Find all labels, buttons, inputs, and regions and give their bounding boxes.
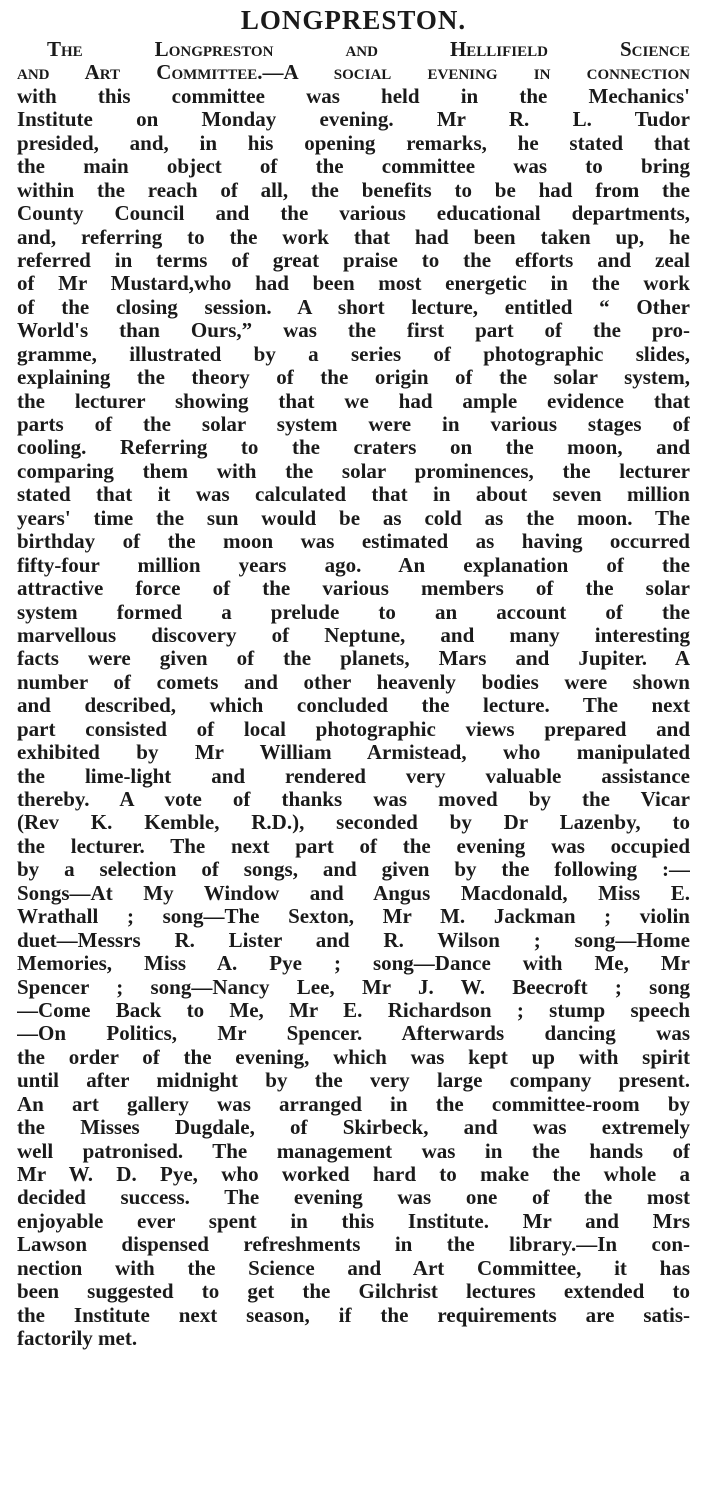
article-line: stated that it was calculated that in about seven million	[17, 483, 690, 507]
article-line: the lecturer showing that we had ample evidence that	[17, 389, 690, 413]
article-line: of the closing session. A short lecture, entitled “ Other	[17, 295, 690, 319]
article-line: nection with the Science and Art Committee, it has	[17, 1256, 690, 1280]
article-line: part consisted of local photographic views prepared and	[17, 717, 690, 741]
article-line: the lime-light and rendered very valuable assistance	[17, 764, 690, 788]
article-line: and Art Committee.—A social evening in connection	[17, 61, 690, 85]
article-line: with this committee was held in the Mechanics'	[17, 84, 690, 108]
article-line: The Longpreston and Hellifield Science	[47, 38, 690, 61]
article-line: and described, which concluded the lecture. The next	[17, 694, 690, 718]
article-line: comparing them with the solar prominences, the lecturer	[17, 459, 690, 483]
article-line: well patronised. The management was in the hands of	[17, 1139, 690, 1163]
article-line: County Council and the various educational departments,	[17, 202, 690, 226]
article-line: facts were given of the planets, Mars and Jupiter. A	[17, 647, 690, 671]
article-line: enjoyable ever spent in this Institute. Mr and Mrs	[17, 1209, 690, 1233]
article-line: within the reach of all, the benefits to be had from the	[17, 178, 690, 202]
article-line: —On Politics, Mr Spencer. Afterwards dancing was	[17, 1022, 690, 1046]
article-line: Songs—At My Window and Angus Macdonald, Miss E.	[17, 881, 690, 905]
article-line: attractive force of the various members of the solar	[17, 577, 690, 601]
article-line: Wrathall ; song—The Sexton, Mr M. Jackman ; violin	[17, 905, 690, 929]
article-line: Mr W. D. Pye, who worked hard to make the whole a	[17, 1163, 690, 1186]
article-line: duet—Messrs R. Lister and R. Wilson ; song—Home	[17, 928, 690, 952]
article-body	[17, 38, 690, 1351]
article-line: (Rev K. Kemble, R.D.), seconded by Dr Lazenby, to	[17, 811, 690, 835]
article-line: explaining the theory of the origin of the solar system,	[17, 366, 690, 390]
article-line: —Come Back to Me, Mr E. Richardson ; stump speech	[17, 998, 690, 1022]
article-line: by a selection of songs, and given by the following :—	[17, 858, 690, 882]
article-line: Lawson dispensed refreshments in the library.—In con-	[17, 1233, 690, 1257]
article-line: the Institute next season, if the requirements are satis-	[17, 1303, 690, 1327]
article-line: number of comets and other heavenly bodies were shown	[17, 670, 690, 694]
article-line: system formed a prelude to an account of the	[17, 600, 690, 624]
article-headline: LONGPRESTON.	[240, 5, 467, 35]
article-line: until after midnight by the very large company present.	[17, 1069, 690, 1093]
article-line: Institute on Monday evening. Mr R. L. Tudor	[17, 108, 690, 132]
article-line: fifty-four million years ago. An explanation of the	[17, 553, 690, 577]
article-line: the order of the evening, which was kept up with spirit	[17, 1045, 690, 1069]
article-line: the main object of the committee was to bring	[17, 155, 690, 179]
article-line: the lecturer. The next part of the evening was occupied	[17, 834, 690, 858]
article-line: gramme, illustrated by a series of photographic slides,	[17, 342, 690, 366]
article-line: years' time the sun would be as cold as the moon. The	[17, 506, 690, 530]
article-line: factorily met.	[17, 1327, 138, 1351]
article-line: and, referring to the work that had been taken up, he	[17, 225, 690, 249]
article-line: the Misses Dugdale, of Skirbeck, and was extremely	[17, 1116, 690, 1140]
article-line: An art gallery was arranged in the committee-room by	[17, 1092, 690, 1116]
article-line: marvellous discovery of Neptune, and many interesting	[17, 623, 690, 647]
article-line: Memories, Miss A. Pye ; song—Dance with Me, Mr	[17, 952, 690, 976]
article-line: thereby. A vote of thanks was moved by the Vicar	[17, 788, 690, 811]
article-line: cooling. Referring to the craters on the moon, and	[17, 436, 690, 460]
article-line: presided, and, in his opening remarks, he stated that	[17, 131, 690, 155]
article-line: Spencer ; song—Nancy Lee, Mr J. W. Beecroft ; song	[17, 975, 690, 999]
article-line: referred in terms of great praise to the efforts and zeal	[17, 248, 690, 272]
article-line: World's than Ours,” was the first part of the pro-	[17, 319, 690, 343]
article-line: been suggested to get the Gilchrist lectures extended to	[17, 1280, 690, 1304]
article-line: parts of the solar system were in various stages of	[17, 413, 690, 436]
article-line: birthday of the moon was estimated as having occurred	[17, 530, 690, 554]
article-line: exhibited by Mr William Armistead, who manipulated	[17, 741, 690, 765]
article-line: of Mr Mustard,who had been most energetic in the work	[17, 272, 690, 296]
article-line: decided success. The evening was one of the most	[17, 1186, 690, 1210]
